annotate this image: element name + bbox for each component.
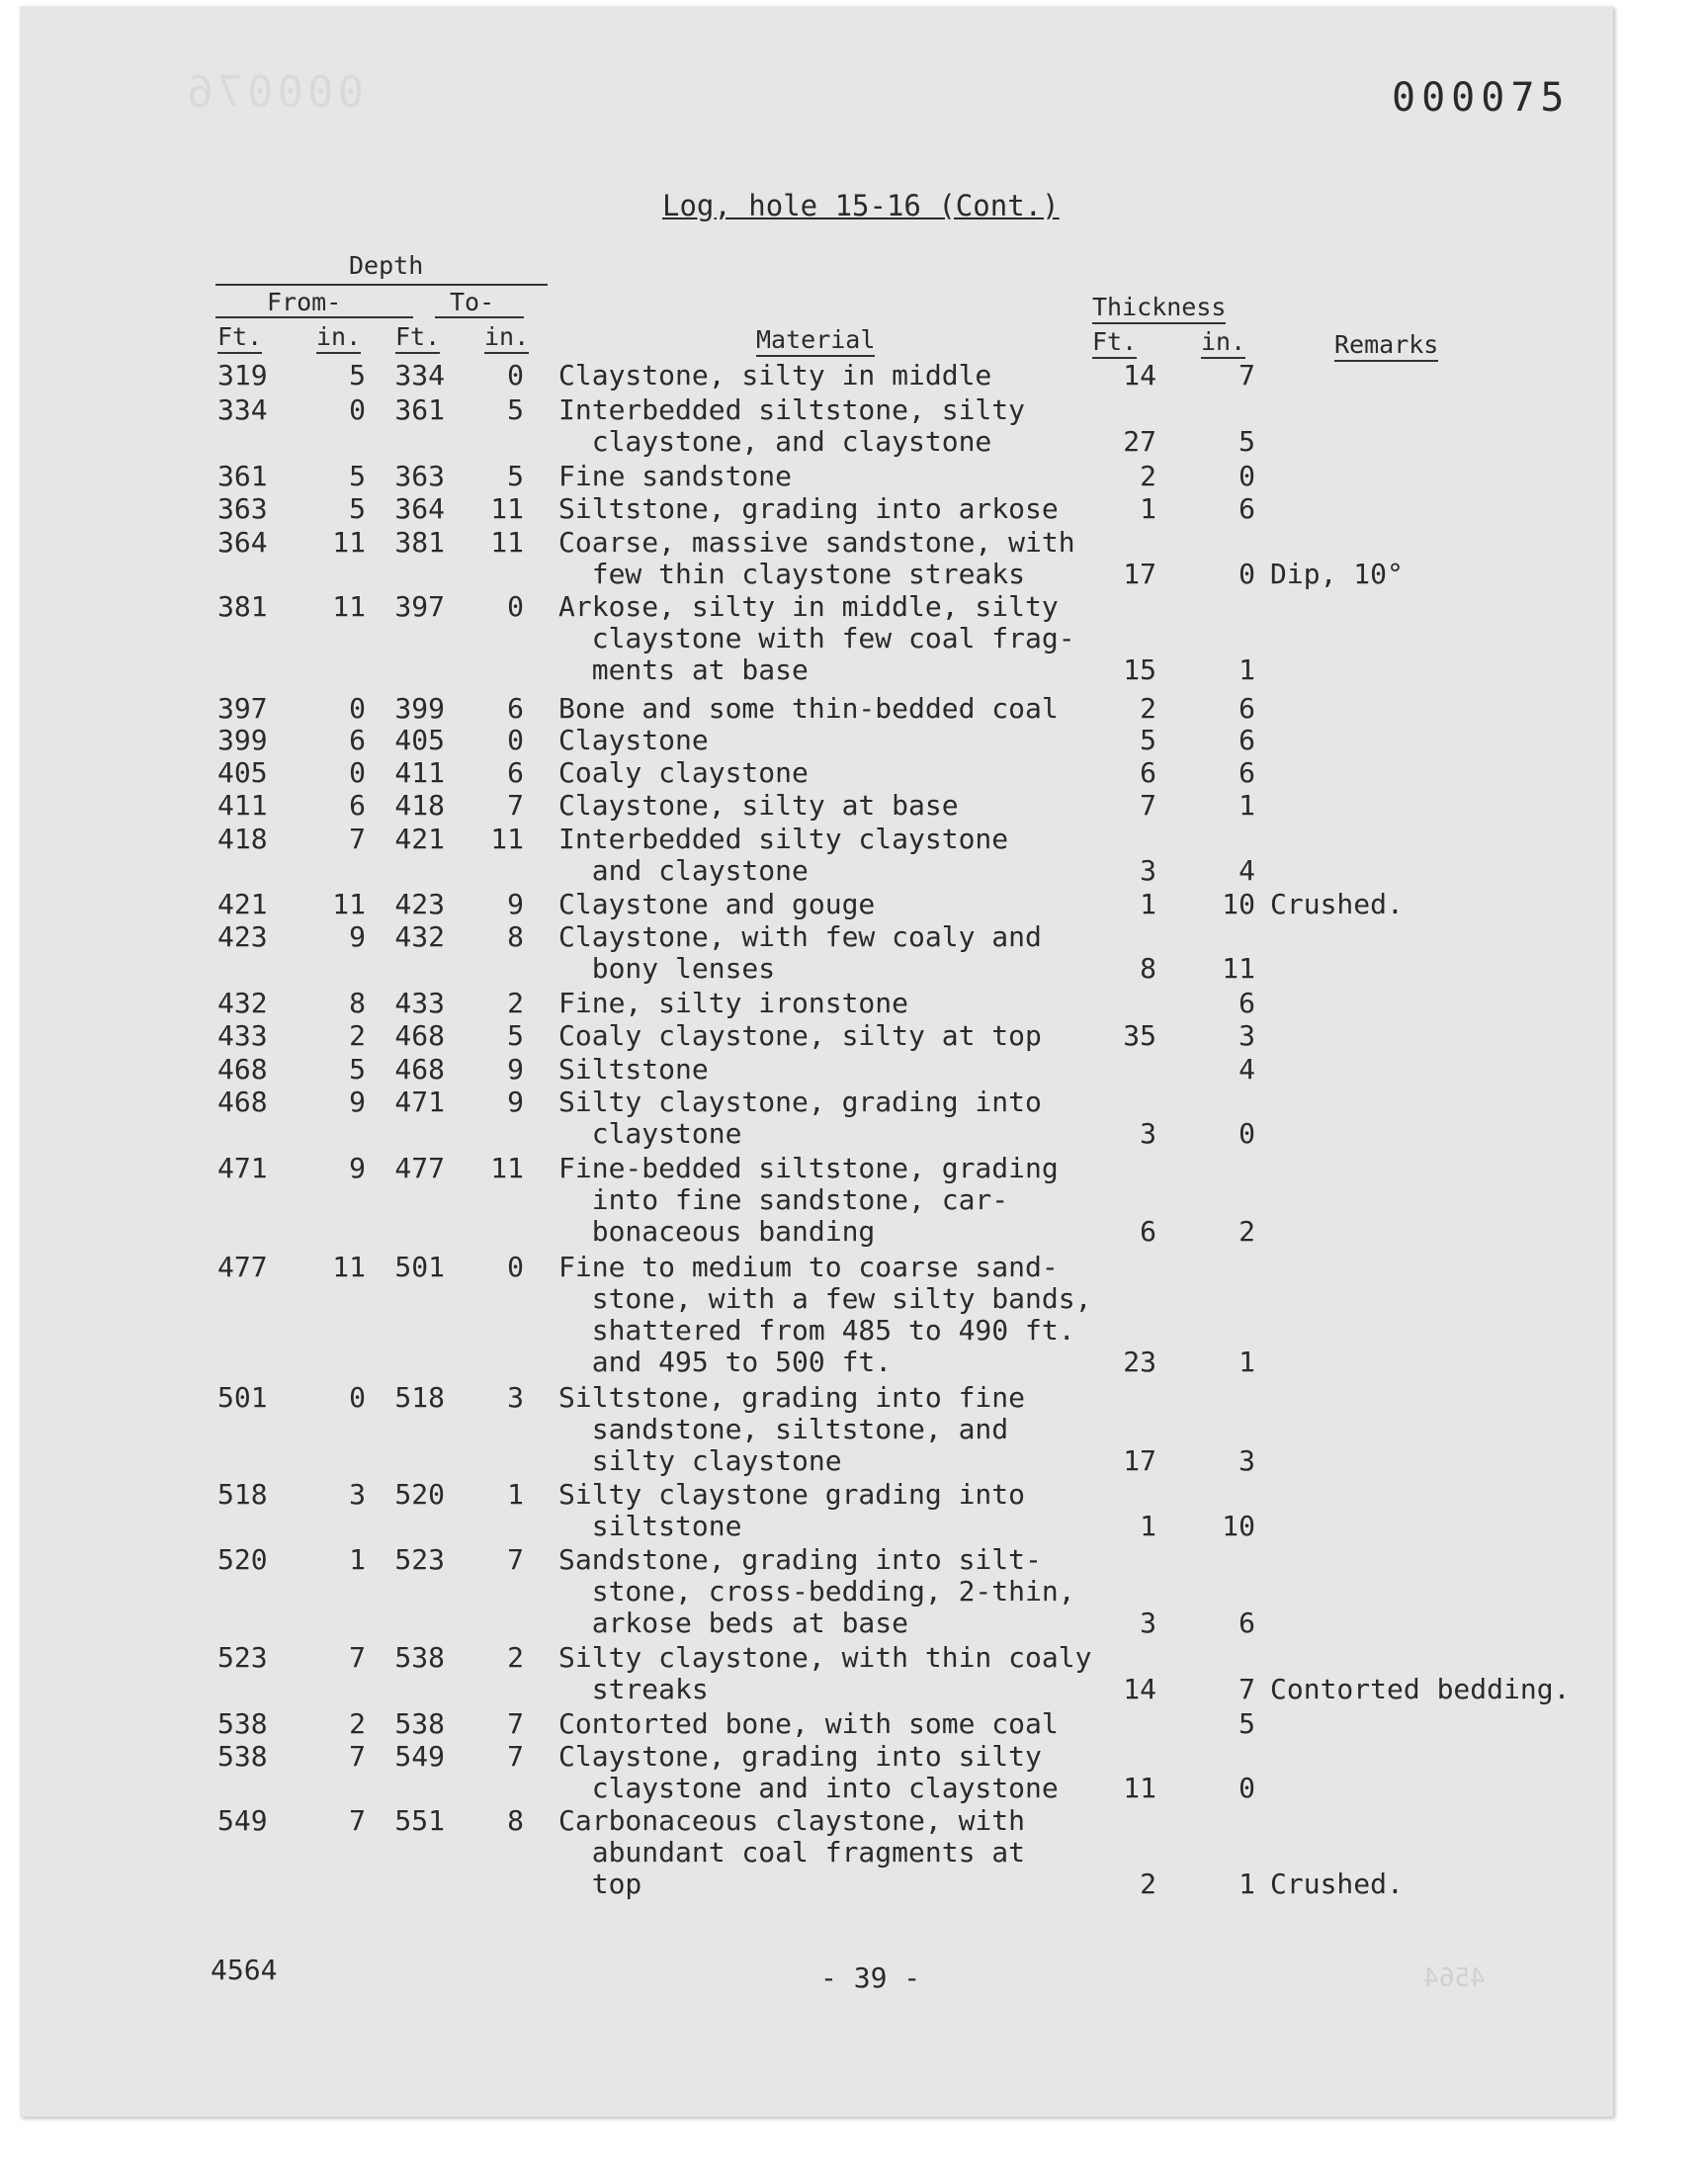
cell-th-in: 0	[1238, 1772, 1255, 1804]
cell-th-in: 1	[1238, 1868, 1255, 1900]
cell-th-in: 5	[1238, 1707, 1255, 1740]
material-header: Material	[756, 327, 875, 357]
table-row	[20, 492, 1613, 525]
table-row	[20, 1019, 1613, 1052]
cell-th-in: 2	[1238, 1215, 1255, 1248]
to-ft-header: Ft.	[395, 324, 440, 354]
cell-mat: Fine to medium to coarse sand- stone, with a few silty bands, shattered from 485 to 490 ft. and 495 to 500 ft.	[558, 1251, 1092, 1378]
cell-from-in: 6	[349, 724, 366, 756]
cell-th-in: 11	[1222, 952, 1255, 985]
cell-to-in: 5	[507, 393, 524, 426]
cell-mat: Interbedded siltstone, silty claystone, and claystone	[558, 393, 1026, 458]
cell-from-ft: 364	[217, 526, 268, 559]
cell-to-ft: 501	[394, 1251, 445, 1283]
table-row	[20, 756, 1613, 789]
cell-th-in: 10	[1222, 888, 1255, 920]
cell-to-in: 9	[507, 888, 524, 920]
cell-mat: Claystone and gouge	[558, 888, 876, 920]
cell-th-in: 3	[1238, 1019, 1255, 1052]
log-table	[20, 6, 1613, 2117]
cell-to-in: 0	[507, 590, 524, 623]
from-in-header: in.	[316, 324, 361, 354]
cell-to-in: 6	[507, 692, 524, 725]
cell-from-ft: 520	[217, 1543, 268, 1576]
depth-header: Depth	[349, 251, 424, 280]
cell-from-in: 9	[349, 920, 366, 953]
cell-th-ft: 14	[1123, 1673, 1156, 1705]
table-row	[20, 987, 1613, 1019]
remarks-header: Remarks	[1334, 332, 1438, 362]
table-row	[20, 888, 1613, 920]
cell-mat: Claystone, silty in middle	[558, 359, 992, 392]
to-header: To-	[450, 288, 495, 316]
cell-mat: Fine-bedded siltstone, grading into fine sandstone, car- bonaceous banding	[558, 1152, 1059, 1248]
cell-from-ft: 423	[217, 920, 268, 953]
table-row	[20, 692, 1613, 725]
cell-th-in: 6	[1238, 692, 1255, 725]
cell-to-ft: 405	[394, 724, 445, 756]
cell-to-ft: 471	[394, 1086, 445, 1118]
cell-from-ft: 361	[217, 460, 268, 492]
cell-from-ft: 538	[217, 1707, 268, 1740]
cell-mat: Claystone, grading into silty claystone and into claystone	[558, 1740, 1059, 1804]
table-row	[20, 1086, 1613, 1150]
cell-to-in: 7	[507, 1740, 524, 1773]
from-ft-header: Ft.	[217, 324, 262, 354]
cell-th-in: 6	[1238, 1607, 1255, 1639]
cell-to-in: 2	[507, 987, 524, 1019]
cell-mat: Siltstone, grading into fine sandstone, siltstone, and silty claystone	[558, 1381, 1026, 1477]
cell-to-ft: 518	[394, 1381, 445, 1414]
cell-to-in: 9	[507, 1086, 524, 1118]
cell-rem: Crushed.	[1270, 1868, 1404, 1900]
cell-to-in: 5	[507, 460, 524, 492]
cell-to-ft: 538	[394, 1707, 445, 1740]
cell-from-in: 2	[349, 1707, 366, 1740]
cell-th-in: 5	[1238, 425, 1255, 458]
table-row	[20, 1152, 1613, 1248]
cell-th-in: 1	[1238, 653, 1255, 686]
cell-to-ft: 551	[394, 1804, 445, 1837]
cell-th-ft: 17	[1123, 1444, 1156, 1477]
cell-from-ft: 432	[217, 987, 268, 1019]
cell-to-in: 0	[507, 724, 524, 756]
cell-th-in: 7	[1238, 1673, 1255, 1705]
cell-from-in: 5	[349, 460, 366, 492]
cell-to-ft: 397	[394, 590, 445, 623]
cell-th-in: 1	[1238, 789, 1255, 822]
cell-th-ft: 23	[1123, 1346, 1156, 1378]
cell-th-ft: 3	[1140, 854, 1156, 887]
cell-th-ft: 2	[1140, 692, 1156, 725]
cell-to-in: 11	[490, 823, 524, 855]
cell-from-in: 11	[332, 590, 366, 623]
thickness-header: Thickness	[1092, 295, 1226, 324]
cell-to-in: 11	[490, 492, 524, 525]
cell-th-in: 6	[1238, 756, 1255, 789]
cell-th-in: 6	[1238, 987, 1255, 1019]
cell-th-ft: 6	[1140, 756, 1156, 789]
cell-th-in: 7	[1238, 359, 1255, 392]
cell-from-in: 9	[349, 1152, 366, 1184]
to-in-header: in.	[484, 324, 529, 354]
cell-th-ft: 2	[1140, 460, 1156, 492]
page-title: Log, hole 15-16 (Cont.)	[662, 189, 1060, 222]
table-row	[20, 823, 1613, 887]
cell-from-in: 11	[332, 888, 366, 920]
cell-to-in: 11	[490, 526, 524, 559]
cell-from-in: 0	[349, 1381, 366, 1414]
cell-from-in: 0	[349, 756, 366, 789]
table-row	[20, 1251, 1613, 1378]
cell-from-in: 9	[349, 1086, 366, 1118]
cell-th-in: 6	[1238, 724, 1255, 756]
cell-th-in: 1	[1238, 1346, 1255, 1378]
cell-th-ft: 5	[1140, 724, 1156, 756]
cell-th-in: 0	[1238, 558, 1255, 590]
cell-to-in: 7	[507, 1707, 524, 1740]
cell-from-in: 0	[349, 692, 366, 725]
cell-from-ft: 549	[217, 1804, 268, 1837]
cell-to-ft: 334	[394, 359, 445, 392]
cell-to-in: 6	[507, 756, 524, 789]
cell-to-ft: 538	[394, 1641, 445, 1674]
cell-from-ft: 518	[217, 1478, 268, 1511]
cell-rem: Dip, 10°	[1270, 558, 1404, 590]
cell-from-ft: 319	[217, 359, 268, 392]
table-row	[20, 1381, 1613, 1477]
cell-mat: Silty claystone, with thin coaly streaks	[558, 1641, 1092, 1705]
cell-th-in: 4	[1238, 854, 1255, 887]
table-row	[20, 460, 1613, 492]
table-row	[20, 789, 1613, 822]
cell-to-ft: 520	[394, 1478, 445, 1511]
cell-from-ft: 538	[217, 1740, 268, 1773]
cell-from-ft: 399	[217, 724, 268, 756]
cell-th-ft: 35	[1123, 1019, 1156, 1052]
cell-from-in: 7	[349, 1641, 366, 1674]
cell-to-ft: 421	[394, 823, 445, 855]
cell-from-ft: 433	[217, 1019, 268, 1052]
cell-to-ft: 523	[394, 1543, 445, 1576]
cell-th-in: 4	[1238, 1053, 1255, 1086]
cell-th-ft: 1	[1140, 492, 1156, 525]
cell-to-in: 8	[507, 920, 524, 953]
footer-number: 4564	[211, 1954, 278, 1986]
cell-from-in: 5	[349, 492, 366, 525]
thickness-ft-header: Ft.	[1092, 329, 1137, 359]
page-number: - 39 -	[820, 1961, 921, 1994]
cell-to-ft: 364	[394, 492, 445, 525]
cell-rem: Contorted bedding.	[1270, 1673, 1571, 1705]
cell-to-in: 9	[507, 1053, 524, 1086]
table-row	[20, 1053, 1613, 1086]
table-row	[20, 1543, 1613, 1639]
cell-mat: Claystone, silty at base	[558, 789, 959, 822]
cell-from-ft: 468	[217, 1086, 268, 1118]
cell-from-ft: 468	[217, 1053, 268, 1086]
cell-mat: Siltstone, grading into arkose	[558, 492, 1059, 525]
cell-to-in: 3	[507, 1381, 524, 1414]
cell-th-ft: 27	[1123, 425, 1156, 458]
table-row	[20, 526, 1613, 590]
cell-th-in: 3	[1238, 1444, 1255, 1477]
cell-from-ft: 418	[217, 823, 268, 855]
cell-from-ft: 523	[217, 1641, 268, 1674]
bleed-through-number: 000076	[183, 67, 364, 118]
cell-mat: Silty claystone grading into siltstone	[558, 1478, 1026, 1542]
cell-from-ft: 397	[217, 692, 268, 725]
cell-th-ft: 15	[1123, 653, 1156, 686]
cell-from-ft: 477	[217, 1251, 268, 1283]
cell-mat: Interbedded silty claystone and claystone	[558, 823, 1009, 887]
table-row	[20, 359, 1613, 392]
cell-th-in: 10	[1222, 1510, 1255, 1542]
cell-to-ft: 468	[394, 1019, 445, 1052]
cell-to-in: 0	[507, 359, 524, 392]
cell-mat: Carbonaceous claystone, with abundant coal fragments at top	[558, 1804, 1026, 1900]
cell-mat: Sandstone, grading into silt- stone, cross-bedding, 2-thin, arkose beds at base	[558, 1543, 1075, 1639]
cell-from-ft: 334	[217, 393, 268, 426]
cell-to-ft: 433	[394, 987, 445, 1019]
cell-th-ft: 2	[1140, 1868, 1156, 1900]
cell-to-ft: 418	[394, 789, 445, 822]
cell-mat: Fine sandstone	[558, 460, 793, 492]
cell-to-in: 5	[507, 1019, 524, 1052]
cell-to-ft: 363	[394, 460, 445, 492]
cell-th-ft: 6	[1140, 1215, 1156, 1248]
cell-from-in: 7	[349, 823, 366, 855]
cell-from-in: 7	[349, 1804, 366, 1837]
cell-from-ft: 363	[217, 492, 268, 525]
cell-th-in: 0	[1238, 460, 1255, 492]
cell-th-ft: 3	[1140, 1117, 1156, 1150]
cell-from-in: 8	[349, 987, 366, 1019]
cell-to-in: 8	[507, 1804, 524, 1837]
cell-to-ft: 423	[394, 888, 445, 920]
cell-mat: Claystone	[558, 724, 709, 756]
cell-mat: Silty claystone, grading into claystone	[558, 1086, 1042, 1150]
document-number: 000075	[1392, 75, 1571, 121]
cell-th-ft: 7	[1140, 789, 1156, 822]
cell-from-ft: 381	[217, 590, 268, 623]
cell-from-in: 3	[349, 1478, 366, 1511]
cell-from-in: 5	[349, 1053, 366, 1086]
cell-mat: Bone and some thin-bedded coal	[558, 692, 1059, 725]
document-page	[20, 6, 1613, 2117]
cell-th-ft: 17	[1123, 558, 1156, 590]
cell-to-ft: 477	[394, 1152, 445, 1184]
cell-to-ft: 468	[394, 1053, 445, 1086]
table-row	[20, 590, 1613, 686]
cell-to-in: 11	[490, 1152, 524, 1184]
cell-from-in: 1	[349, 1543, 366, 1576]
cell-from-in: 0	[349, 393, 366, 426]
cell-to-ft: 411	[394, 756, 445, 789]
table-row	[20, 1641, 1613, 1705]
cell-to-ft: 361	[394, 393, 445, 426]
from-header: From-	[267, 288, 342, 316]
table-row	[20, 1707, 1613, 1740]
table-row	[20, 1804, 1613, 1900]
cell-th-ft: 1	[1140, 1510, 1156, 1542]
cell-from-in: 2	[349, 1019, 366, 1052]
cell-th-ft: 14	[1123, 359, 1156, 392]
cell-mat: Contorted bone, with some coal	[558, 1707, 1059, 1740]
cell-th-in: 0	[1238, 1117, 1255, 1150]
cell-rem: Crushed.	[1270, 888, 1404, 920]
table-row	[20, 1740, 1613, 1804]
bleed-through-footer: 4564	[1423, 1963, 1486, 1993]
cell-from-in: 11	[332, 1251, 366, 1283]
cell-from-in: 7	[349, 1740, 366, 1773]
cell-mat: Coaly claystone, silty at top	[558, 1019, 1042, 1052]
cell-from-in: 6	[349, 789, 366, 822]
cell-to-in: 0	[507, 1251, 524, 1283]
cell-to-in: 2	[507, 1641, 524, 1674]
table-row	[20, 1478, 1613, 1542]
cell-from-in: 11	[332, 526, 366, 559]
cell-th-ft: 3	[1140, 1607, 1156, 1639]
cell-to-in: 7	[507, 1543, 524, 1576]
cell-to-ft: 399	[394, 692, 445, 725]
cell-to-ft: 432	[394, 920, 445, 953]
table-row	[20, 393, 1613, 458]
cell-th-ft: 8	[1140, 952, 1156, 985]
cell-from-in: 5	[349, 359, 366, 392]
table-row	[20, 920, 1613, 985]
thickness-in-header: in.	[1201, 329, 1245, 359]
table-row	[20, 724, 1613, 756]
cell-to-ft: 549	[394, 1740, 445, 1773]
cell-from-ft: 421	[217, 888, 268, 920]
cell-mat: Siltstone	[558, 1053, 709, 1086]
cell-mat: Coaly claystone	[558, 756, 809, 789]
cell-to-in: 1	[507, 1478, 524, 1511]
cell-th-ft: 11	[1123, 1772, 1156, 1804]
cell-to-ft: 381	[394, 526, 445, 559]
cell-from-ft: 471	[217, 1152, 268, 1184]
cell-mat: Coarse, massive sandstone, with few thin claystone streaks	[558, 526, 1075, 590]
cell-from-ft: 411	[217, 789, 268, 822]
cell-th-in: 6	[1238, 492, 1255, 525]
cell-to-in: 7	[507, 789, 524, 822]
cell-mat: Arkose, silty in middle, silty claystone with few coal frag- ments at base	[558, 590, 1075, 686]
cell-from-ft: 501	[217, 1381, 268, 1414]
cell-th-ft: 1	[1140, 888, 1156, 920]
cell-from-ft: 405	[217, 756, 268, 789]
cell-mat: Fine, silty ironstone	[558, 987, 909, 1019]
cell-mat: Claystone, with few coaly and bony lenses	[558, 920, 1042, 985]
